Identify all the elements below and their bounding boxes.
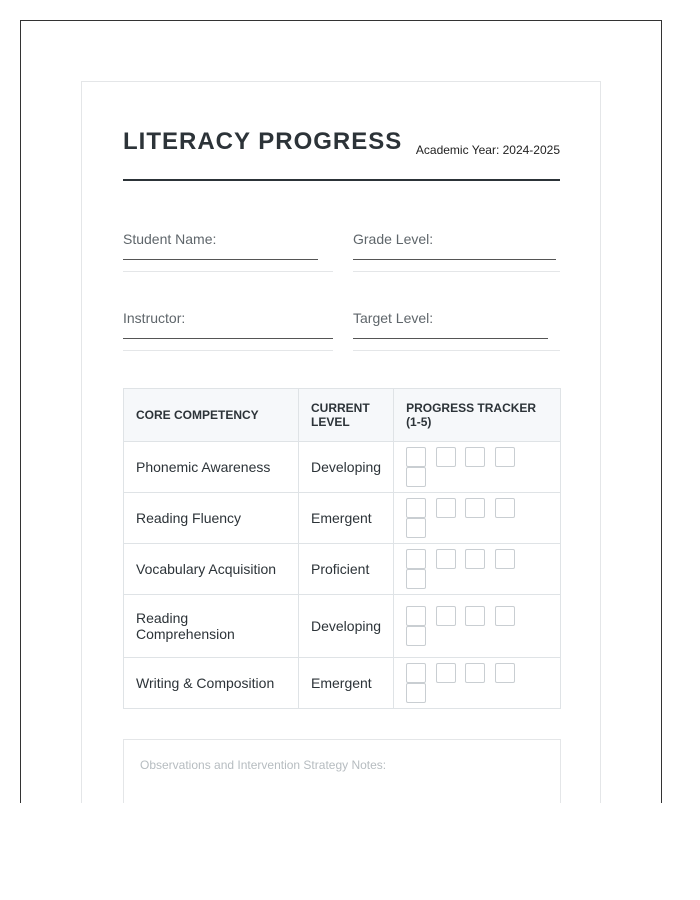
- write-line: [123, 338, 333, 339]
- student-name-field[interactable]: [123, 231, 333, 247]
- checkbox[interactable]: [406, 498, 426, 518]
- checkbox[interactable]: [465, 498, 485, 518]
- field-label: Instructor:: [123, 310, 186, 326]
- level-cell: Emergent: [299, 493, 394, 544]
- checkbox[interactable]: [465, 447, 485, 467]
- competency-cell: Writing & Composition: [124, 658, 299, 709]
- write-line: [353, 338, 548, 339]
- checkbox[interactable]: [406, 683, 426, 703]
- checkbox[interactable]: [436, 549, 456, 569]
- header-level: CURRENT LEVEL: [299, 389, 394, 442]
- progress-tracker: [394, 493, 561, 544]
- write-line: [353, 259, 556, 260]
- table-header-row: [124, 389, 561, 442]
- progress-tracker: [394, 442, 561, 493]
- checkbox[interactable]: [406, 569, 426, 589]
- checkbox[interactable]: [495, 663, 515, 683]
- checkbox[interactable]: [406, 606, 426, 626]
- divider: [353, 350, 560, 351]
- table-row: [124, 544, 561, 595]
- header-competency: CORE COMPETENCY: [124, 389, 299, 442]
- competency-cell: Reading Fluency: [124, 493, 299, 544]
- progress-tracker: [394, 544, 561, 595]
- competency-cell: Reading Comprehension: [124, 595, 299, 658]
- divider: [123, 350, 333, 351]
- checkbox[interactable]: [436, 447, 456, 467]
- checkbox[interactable]: [406, 549, 426, 569]
- competency-cell: Vocabulary Acquisition: [124, 544, 299, 595]
- divider: [123, 271, 333, 272]
- notes-label: Observations and Intervention Strategy Notes:: [140, 758, 387, 772]
- level-cell: Proficient: [299, 544, 394, 595]
- level-cell: Emergent: [299, 658, 394, 709]
- checkbox[interactable]: [406, 467, 426, 487]
- checkbox[interactable]: [436, 663, 456, 683]
- notes-box[interactable]: [123, 739, 561, 803]
- checkbox[interactable]: [406, 518, 426, 538]
- checkbox[interactable]: [495, 606, 515, 626]
- divider: [353, 271, 560, 272]
- checkbox[interactable]: [495, 447, 515, 467]
- grade-level-field[interactable]: [353, 231, 560, 247]
- worksheet-card: [81, 81, 601, 803]
- field-label: Grade Level:: [353, 231, 434, 247]
- target-level-field[interactable]: [353, 310, 560, 326]
- table-row: [124, 493, 561, 544]
- field-label: Student Name:: [123, 231, 217, 247]
- checkbox[interactable]: [465, 663, 485, 683]
- level-cell: Developing: [299, 442, 394, 493]
- checkbox[interactable]: [495, 498, 515, 518]
- page-frame: [20, 20, 662, 803]
- field-label: Target Level:: [353, 310, 434, 326]
- competency-cell: Phonemic Awareness: [124, 442, 299, 493]
- table-row: [124, 442, 561, 493]
- level-cell: Developing: [299, 595, 394, 658]
- checkbox[interactable]: [436, 606, 456, 626]
- checkbox[interactable]: [465, 606, 485, 626]
- instructor-field[interactable]: [123, 310, 333, 326]
- progress-tracker: [394, 658, 561, 709]
- academic-year: Academic Year: 2024-2025: [415, 143, 560, 157]
- checkbox[interactable]: [406, 663, 426, 683]
- progress-tracker: [394, 595, 561, 658]
- checkbox[interactable]: [436, 498, 456, 518]
- competency-table: [123, 388, 561, 709]
- table-row: [124, 658, 561, 709]
- checkbox[interactable]: [465, 549, 485, 569]
- checkbox[interactable]: [406, 447, 426, 467]
- write-line: [123, 259, 318, 260]
- header-progress: PROGRESS TRACKER (1-5): [394, 389, 561, 442]
- page-title: LITERACY PROGRESS: [123, 128, 403, 155]
- checkbox[interactable]: [406, 626, 426, 646]
- checkbox[interactable]: [495, 549, 515, 569]
- table-row: [124, 595, 561, 658]
- title-divider: [123, 179, 560, 181]
